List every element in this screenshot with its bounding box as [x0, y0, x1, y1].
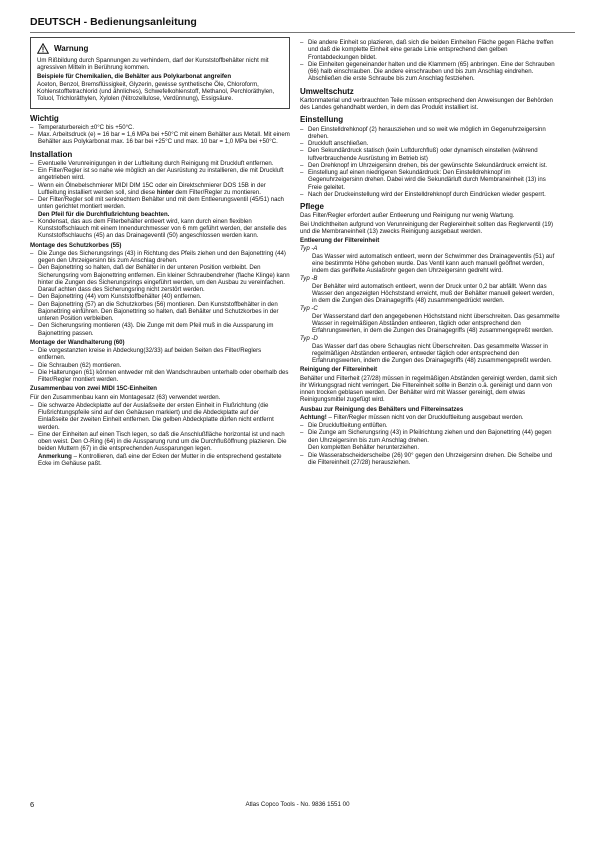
list-item: – Den Bajonettring so halten, daß der Behälter in der unteren Position verbleibt. Den Sicherungsring vom Bajonettring entfernen. Ein kleiner Schraubendreher (flache Klinge) kann hinter die Zungen des Sicherungsrings eingeführt werden, um den Ausbau zu vereinfachen. Darauf achten dass des Sicherungsring nicht zerstört werden.: [30, 264, 290, 293]
list-item: – Den Bajonettring (57) an die Schutzkorbes (56) montieren. Den Kunststoffbehälter in den Bajonettring einführen. Den Bajonettring so halten, daß Behälter und Schutzkorbes in der unteren Position verbleiben.: [30, 301, 290, 323]
warning-text: Um Rißbildung durch Spannungen zu verhindern, darf der Kunststoffbehälter nicht mit agressiven Mitteln in Berührung kommen.: [37, 57, 269, 72]
list-item: – Die Wasserabscheiderscheibe (26) 90° gegen den Uhrzeigersinn drehen. Die Scheibe und die Filtereinheit (27/28) herausziehen.: [300, 452, 560, 467]
zusammenbau-intro: Für den Zusammenbau kann ein Montagesatz (63) verwendet werden.: [30, 393, 221, 401]
list-item: – Einstellung auf einen niedrigeren Sekundärdruck: Den Einstelldrehknopf im Gegenuhrzeigersinn drehen. Dabei wird die Sekundärluft durch Membraneinheit (13) ins Freie geleitet.: [300, 169, 560, 191]
type-label: Typ -C: [300, 305, 318, 313]
note-bold: Anmerkung: [38, 452, 72, 460]
section-einstellung: Einstellung: [300, 115, 344, 125]
list-item: – Ein Filter/Regler ist so nahe wie möglich an der Ausrüstung zu installieren, die mit Druckluft angetrieben wird.: [30, 167, 290, 182]
achtung-text: – Filter/Regler müssen nicht von der Druckluftleitung ausgebaut werden.: [328, 413, 524, 421]
warning-triangle-icon: [37, 43, 49, 54]
left-column: [30, 37, 290, 467]
item-text: dem Filter/Regler zu montieren.: [175, 188, 261, 196]
achtung-bold: Achtung!: [300, 413, 327, 421]
section-installation: Installation: [30, 149, 73, 159]
section-wichtig: Wichtig: [30, 113, 59, 123]
wandhalterung-list: [30, 347, 290, 383]
warning-box: [30, 37, 290, 109]
list-item: – Die andere Einheit so plazieren, daß sich die beiden Einheiten Fläche gegen Fläche treffen und daß die komplette Einheit eine gerade Linie entsprechend den gelben Frontabdeckungen bildet.: [300, 39, 560, 61]
achtung-note: [300, 414, 560, 421]
einstellung-list: [300, 126, 560, 199]
type-text: Der Wasserstand darf den angegebenen Höchststand nicht überschreiten. Das gesammelte Wasser in regelmäßigen Abständen entleeren, täglich oder entsprechend den Erfahrungswerten, in dem die Zungen des Drainagegriffs (48) zusammengepreßt werden.: [312, 312, 560, 334]
item-text: Der Filter/Regler soll mit senkrechtem Behälter und mit dem Entleerungsventil (45/51) nach unten gerichtet montiert werden.: [38, 196, 284, 211]
ausbau-list-continued: [300, 452, 560, 467]
page-number: 6: [30, 800, 35, 809]
page-title: DEUTSCH - Bedienungsanleitung: [30, 16, 197, 28]
warning-title: Warnung: [54, 43, 89, 53]
list-item: – Den Sekundärdruck statisch (kein Luftdurchfluß) oder dynamisch einstellen (während luftverbrauchende Ausrüstung im Betrieb ist): [300, 147, 560, 162]
footer-document-number: Atlas Copco Tools - No. 9836 1551 00: [245, 801, 350, 808]
type-label: Typ -D: [300, 335, 318, 343]
list-item: – Die Halterungen (61) können entweder mit den Wandschrauben unterhalb oder oberhalb des Filter/Regler montiert werden.: [30, 369, 290, 384]
list-item: – Max. Arbeitsdruck (e) = 16 bar = 1,6 MPa bei +50°C mit einem Behälter aus Metall. Mit einem Behälter aus Polykarbonat max. 16 bar bei +25°C und max. 10 bar = 1,0 MPa bei +50°C.: [30, 131, 290, 146]
type-label: Typ -A: [300, 245, 318, 253]
schutzkorb-list: [30, 250, 290, 337]
list-item: – Druckluft anschließen.: [300, 140, 560, 147]
type-label: Typ -B: [300, 275, 318, 283]
list-item: – Temperaturbereich ±0°C bis +50°C.: [30, 124, 290, 131]
list-item: – Den Einstelldrehknopf (2) herausziehen und so weit wie möglich im Gegenuhrzeigersinn drehen.: [300, 126, 560, 141]
installation-list: [30, 160, 290, 240]
warning-header: [37, 43, 283, 54]
note-text: – Kontrollieren, daß eine der Ecken der Mutter in die entsprechend gestaltete Ecke im Gehäuse paßt.: [38, 452, 282, 467]
item-bold: hinter: [156, 188, 174, 196]
list-item: – Die Zunge am Sicherungsring (43) in Pfeilrichtung ziehen und den Bajonettring (44) gegen den Uhrzeigersinn bis zum Anschlag drehen.: [300, 429, 560, 444]
list-item: – Die Druckluftleitung entlüften.: [300, 422, 560, 429]
type-text: Der Behälter wird automatisch entleert, wenn der Druck unter 0,2 bar abfällt. Wenn das Wasser den angezeigten Höchststand erreicht, muß der Behälter manuell geleert werden, in dem die Zungen des Drainagegriffs (48) zusammengedrückt werden.: [312, 282, 554, 304]
item-text: Wenn ein Ölnebelschmierer MIDI DIM 15C oder ein Direktschmierer DOS 15B in der Luftleitung installiert werden soll, sind diese: [38, 181, 266, 196]
subsection-reinigung: Reinigung der Filtereinheit: [300, 366, 378, 374]
pflege-text-2: Bei Undichtheiten aufgrund von Verunreinigung der Reglereinheit sollten das Reglerventil (19) und die Membraneinheit (13) zwecks Reinigung ausgebaut werden.: [300, 220, 554, 235]
right-column: [300, 39, 560, 467]
section-umweltschutz: Umweltschutz: [300, 86, 354, 96]
pflege-text-1: Das Filter/Regler erfordert außer Entleerung und Reinigung nur wenig Wartung.: [300, 212, 515, 220]
list-item: – Kondensat, das aus dem Filterbehälter entleert wird, kann durch einen flexiblen Kunststoffschlauch mit einem Innendurchmesser von 6 mm geführt werden, der anstelle des Kunststoffschlauchs (45) an das Drainageventil (50) angeschlossen werden kann.: [30, 218, 290, 240]
reinigung-text: Behälter und Filterheit (27/28) müssen in regelmäßigen Abständen gereinigt werden, damit sich ihr Wirkungsgrad nicht verringert. Die Filtereinheit sollte in Benzin o.ä. gereinigt und dann von innen trocken geblasen werden. Der Behälter wird mit Wasser gereinigt, dem etwas Reinigungsmittel zugefügt wird.: [300, 374, 558, 404]
zusammenbau-list: [30, 402, 290, 467]
item-text: Eine der Einheiten auf einen Tisch legen, so daß die Anschlußfläche horizontal ist und nach oben weist. Den O-Ring (64) in die Aussparung rund um die Durchflußöffnung plazieren. Die beiden Muttern (67) in die entsprechenden Aussparungen legen.: [38, 430, 287, 453]
list-item: [30, 431, 290, 467]
list-item: – Den Drehknopf im Uhrzeigersinn drehen, bis der gewünschte Sekundärdruck erreicht ist.: [300, 162, 560, 169]
ausbau-list: [300, 422, 560, 444]
item-bold: Den Pfeil für die Durchflußrichtung beachten.: [38, 210, 170, 218]
warning-bold: Beispiele für Chemikalien, die Behälter aus Polykarbonat angreifen: [37, 72, 232, 80]
subsection-entleerung: Entleerung der Filtereinheit: [300, 237, 380, 244]
page-header: [30, 12, 575, 33]
subsection-zusammenbau: Zusammenbau von zwei MIDI 15C-Einheiten: [30, 385, 157, 393]
subsection-wandhalterung: Montage der Wandhalterung (60): [30, 338, 125, 346]
list-item: [30, 196, 290, 218]
list-item: – Eventuelle Verunreinigungen in der Luftleitung durch Reinigung mit Druckluft entfernen.: [30, 160, 290, 167]
list-item: – Den Sicherungsring montieren (43). Die Zunge mit dem Pfeil muß in die Aussparung im Bajonettring passen.: [30, 322, 290, 337]
list-item: – Die Schrauben (62) montieren.: [30, 362, 290, 369]
subsection-schutzkorb: Montage des Schutzkorbes (55): [30, 241, 122, 249]
list-item: – Nach der Druckeinstellung wird der Einstelldrehknopf durch Eindrücken wieder gesperrt.: [300, 191, 560, 198]
section-pflege: Pflege: [300, 202, 325, 211]
list-item: – Die schwarze Abdeckplatte auf der Auslaßseite der ersten Einheit in Flußrichtung (die Flußrichtungspfeile sind auf den Gehäusen markiert) und die Abdeckplatte auf der Einlaßseite der zweiten Einheit entfernen. Die gelben Abdeckplatte dürfen nicht entfernt werden.: [30, 402, 290, 431]
warning-chemicals: Aceton, Benzol, Bremsflüssigkeit, Glyzerin, gewisse synthetische Öle, Chloroform, Kohlenstofftetrachlorid (und ähnliches), Schwefelkohlenstoff, Methanol, Perchloräthylen, Toluol, Trichloräthylen, Xylolen (Nitrozellulose, Verdünnung), Essigsäure.: [37, 80, 275, 103]
umweltschutz-text: Kartonmaterial und verbrauchten Teile müssen entsprechend den Anweisungen der Behörden des Landes gehandhabt werden, in dem das Produkt installiert ist.: [300, 96, 553, 111]
list-item: – Die Zunge des Sicherungsrings (43) in Richtung des Pfeils ziehen und den Bajonettring (44) gegen den Uhrzeigersinn bis zum Anschlag drehen.: [30, 250, 290, 265]
type-text: Das Wasser darf das obere Schauglas nicht Überschreiten. Das gesammelte Wasser in regelmäßigen Abständen entleeren, entweder täglich oder entsprechend den Erfahrungswerten, indem die Zungen des Drainagegriffs (48) zusammengepreßt werden.: [312, 342, 552, 364]
list-item: – Die Einheiten gegeneinander halten und die Klammern (65) anbringen. Eine der Schrauben (66) halb einschrauben. Die andere einschrauben und bis zum Anschlag eindrehen. Abschließen die erste Schraube bis zum Anschlag festziehen.: [300, 61, 560, 83]
subsection-ausbau: Ausbau zur Reinigung des Behälters und Filtereinsatzes: [300, 405, 464, 413]
list-item: [30, 182, 290, 197]
zusammenbau-list-continued: [300, 39, 560, 83]
type-text: Das Wasser wird automatisch entleert, wenn der Schwimmer des Drainageventils (51) auf eine bestimmte Höhe gehoben wurde. Das Ventil kann auch manuell geöffnet werden, indem das geriffelte Auslaßrohr gegen den Uhrzeigersinn gedreht wird.: [312, 252, 555, 274]
wichtig-list: [30, 124, 290, 146]
ausbau-plain-text: Den kompletten Behälter herunterziehen.: [308, 443, 420, 451]
list-item: – Den Bajonettring (44) vom Kunststoffbehälter (40) entfernen.: [30, 293, 290, 300]
list-item: – Die vorgestanzten kreise in Abdeckung(32/33) auf beiden Seiten des Filter/Reglers entfernen.: [30, 347, 290, 362]
